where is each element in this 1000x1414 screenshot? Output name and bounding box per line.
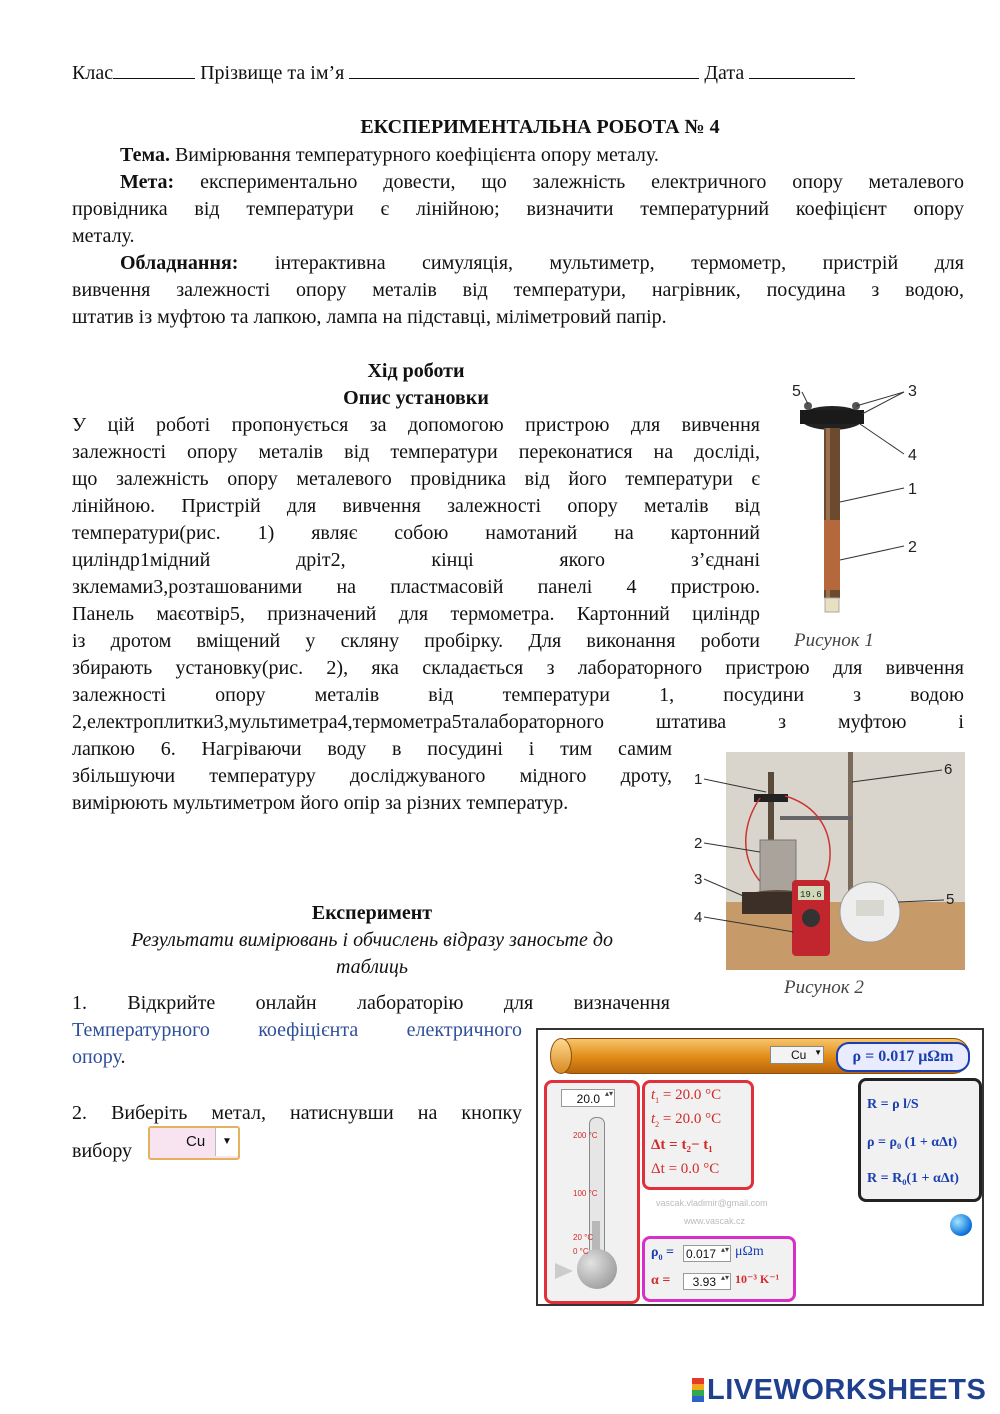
step2-line-2: вибору [72, 1140, 133, 1162]
scale-label: 20 °C [573, 1233, 594, 1242]
rho0-input[interactable]: 0.017 ▴▾ [683, 1245, 731, 1262]
meta-line-3: металу. [72, 225, 135, 247]
setup-line: лінійною. Пристрій для вивчення залежності опору металів від [72, 495, 760, 517]
procedure-title: Хід роботи [367, 360, 465, 382]
tema-line: Тема. Вимірювання температурного коефіцієнта опору металу. [120, 144, 659, 166]
fig1-label: 2 [908, 539, 917, 556]
step1-line-3: опору. [72, 1046, 126, 1068]
chevron-down-icon[interactable]: ▼ [215, 1128, 238, 1156]
alpha-input[interactable]: 3.93 ▴▾ [683, 1273, 731, 1290]
setup-line: У цій роботі пропонується за допомогою пристрою для вивчення [72, 414, 760, 436]
rho-display: ρ = 0.017 μΩm [836, 1042, 970, 1072]
step1-link-line[interactable] [72, 1017, 522, 1044]
equipment-line-1: Обладнання: інтерактивна симуляція, мультиметр, термометр, пристрій для [120, 252, 964, 274]
equipment-line-3: штатив із муфтою та лапкою, лампа на підставці, міліметровий папір. [72, 306, 667, 328]
date-blank[interactable] [749, 60, 855, 79]
scale-label: 100 °C [573, 1189, 598, 1198]
logo-icon [692, 1378, 704, 1402]
credit-email: vascak.vladimir@gmail.com [656, 1198, 768, 1208]
formula-2: ρ = ρ₀ (1 + αΔt) [867, 1135, 958, 1150]
experiment-title: Експеримент [311, 902, 433, 924]
credit-site: www.vascak.cz [684, 1216, 746, 1226]
meta-line-1: Мета: експериментально довести, що залежність електричного опору металевого [120, 171, 964, 193]
lab-link-end[interactable]: опору [72, 1046, 121, 1068]
figure-1-device [790, 380, 965, 630]
metal-select-button[interactable]: Cu ▼ [148, 1126, 240, 1160]
meta-line-2: провідника від температури є лінійною; визначити температурний коефіцієнт опору [72, 198, 964, 220]
alpha-label: α = [651, 1273, 671, 1288]
fig1-label: 1 [908, 481, 917, 498]
fig2-label: 4 [694, 909, 703, 926]
header-line [72, 60, 964, 87]
date-label: Дата [704, 62, 745, 84]
name-blank[interactable] [349, 60, 699, 79]
fig2-label: 3 [694, 871, 703, 888]
wire-rod-end [550, 1038, 572, 1074]
temperature-input[interactable]: 20.0 ▴▾ [561, 1089, 615, 1107]
setup-line: залежності опору металів від температури переконатися на досліді, [72, 441, 760, 463]
formula-panel [858, 1078, 982, 1202]
setup-line: вимірюють мультиметром його опір за різних температур. [72, 792, 569, 814]
fig1-label: 5 [792, 383, 801, 400]
fig2-label: 1 [694, 771, 703, 788]
formula-1: R = ρ l/S [867, 1097, 919, 1112]
name-label: Прізвище та ім’я [200, 62, 345, 84]
class-label: Клас [72, 62, 114, 84]
fig1-label: 4 [908, 447, 917, 464]
reset-ball-button[interactable] [950, 1214, 972, 1236]
setup-line: 2,електроплитки3,мультиметра4,термометра5талабораторного штатива з муфтою і [72, 711, 964, 733]
dt-value: Δt = 0.0 °C [651, 1161, 720, 1177]
fig2-label: 6 [944, 761, 953, 778]
page-title: ЕКСПЕРИМЕНТАЛЬНА РОБОТА № 4 [360, 116, 720, 138]
class-blank[interactable] [113, 60, 195, 79]
figure-1-caption: Рисунок 1 [794, 630, 874, 651]
figure-2-setup [690, 752, 965, 972]
setup-line: циліндр1мідний дріт2, кінці якого з’єднані [72, 549, 760, 571]
experiment-subtitle-2: таблиць [335, 956, 409, 978]
lab-link[interactable]: Температурного коефіцієнта електричного [72, 1019, 522, 1041]
setup-line: що залежність опору металевого провідника від його температури є [72, 468, 760, 490]
setup-line: зклемами3,розташованими на пластмасовій панелі 4 пристрою. [72, 576, 760, 598]
t1-row: $t_1 = 20.0$ °C [651, 1087, 722, 1105]
setup-line: із дротом вміщений у скляну пробірку. Для виконання роботи [72, 630, 760, 652]
simulation-panel [536, 1028, 984, 1306]
setup-title: Опис установки [343, 387, 489, 409]
equipment-line-2: вивчення залежності опору металів від температури, нагрівник, посудина з водою, [72, 279, 964, 301]
step2-line-1: 2. Виберіть метал, натиснувши на кнопку [72, 1102, 522, 1124]
thermometer-panel [544, 1080, 640, 1304]
setup-line: збирають установку(рис. 2), яка складається з лабораторного пристрою для вивчення [72, 657, 964, 679]
t2-row: $t_2 = 20.0$ °C [651, 1111, 722, 1129]
chevron-down-icon[interactable]: ▼ [814, 1048, 822, 1057]
figure-2-caption: Рисунок 2 [784, 977, 864, 998]
rho0-unit: μΩm [735, 1244, 764, 1259]
fig2-label: 2 [694, 835, 703, 852]
setup-line: збільшуючи температуру досліджуваного мідного дроту, [72, 765, 672, 787]
temperature-panel [642, 1080, 754, 1190]
setup-line: лапкою 6. Нагріваючи воду в посудині і тим самим [72, 738, 672, 760]
fig1-label: 3 [908, 383, 917, 400]
fig2-label: 5 [946, 891, 955, 908]
sim-metal-select[interactable]: Cu ▼ [770, 1046, 824, 1064]
scale-label: 0 °C [573, 1247, 589, 1256]
dt-formula: Δt = t₂− t₁ [651, 1137, 713, 1153]
formula-3: R = R₀(1 + αΔt) [867, 1171, 959, 1186]
step1-line-1: 1. Відкрийте онлайн лабораторію для визначення [72, 992, 670, 1014]
rho0-label: $\rho_0$ = [651, 1245, 674, 1262]
setup-line: температури(рис. 1) являє собою намотаний на картонний [72, 522, 760, 544]
setup-line: залежності опору металів від температури 1, посудини з водою [72, 684, 964, 706]
thermometer-pointer[interactable] [555, 1263, 573, 1279]
setup-line: Панель маєотвір5, призначений для термометра. Картонний циліндр [72, 603, 760, 625]
experiment-subtitle-1: Результати вимірювань і обчислень відразу заносьте до [131, 929, 613, 951]
liveworksheets-logo: LIVEWORKSHEETS [692, 1374, 986, 1407]
alpha-unit: 10⁻³ K⁻¹ [735, 1272, 780, 1286]
parameters-panel [642, 1236, 796, 1302]
fig2-display: 19.6 [800, 890, 822, 900]
scale-label: 200 °C [573, 1131, 598, 1140]
